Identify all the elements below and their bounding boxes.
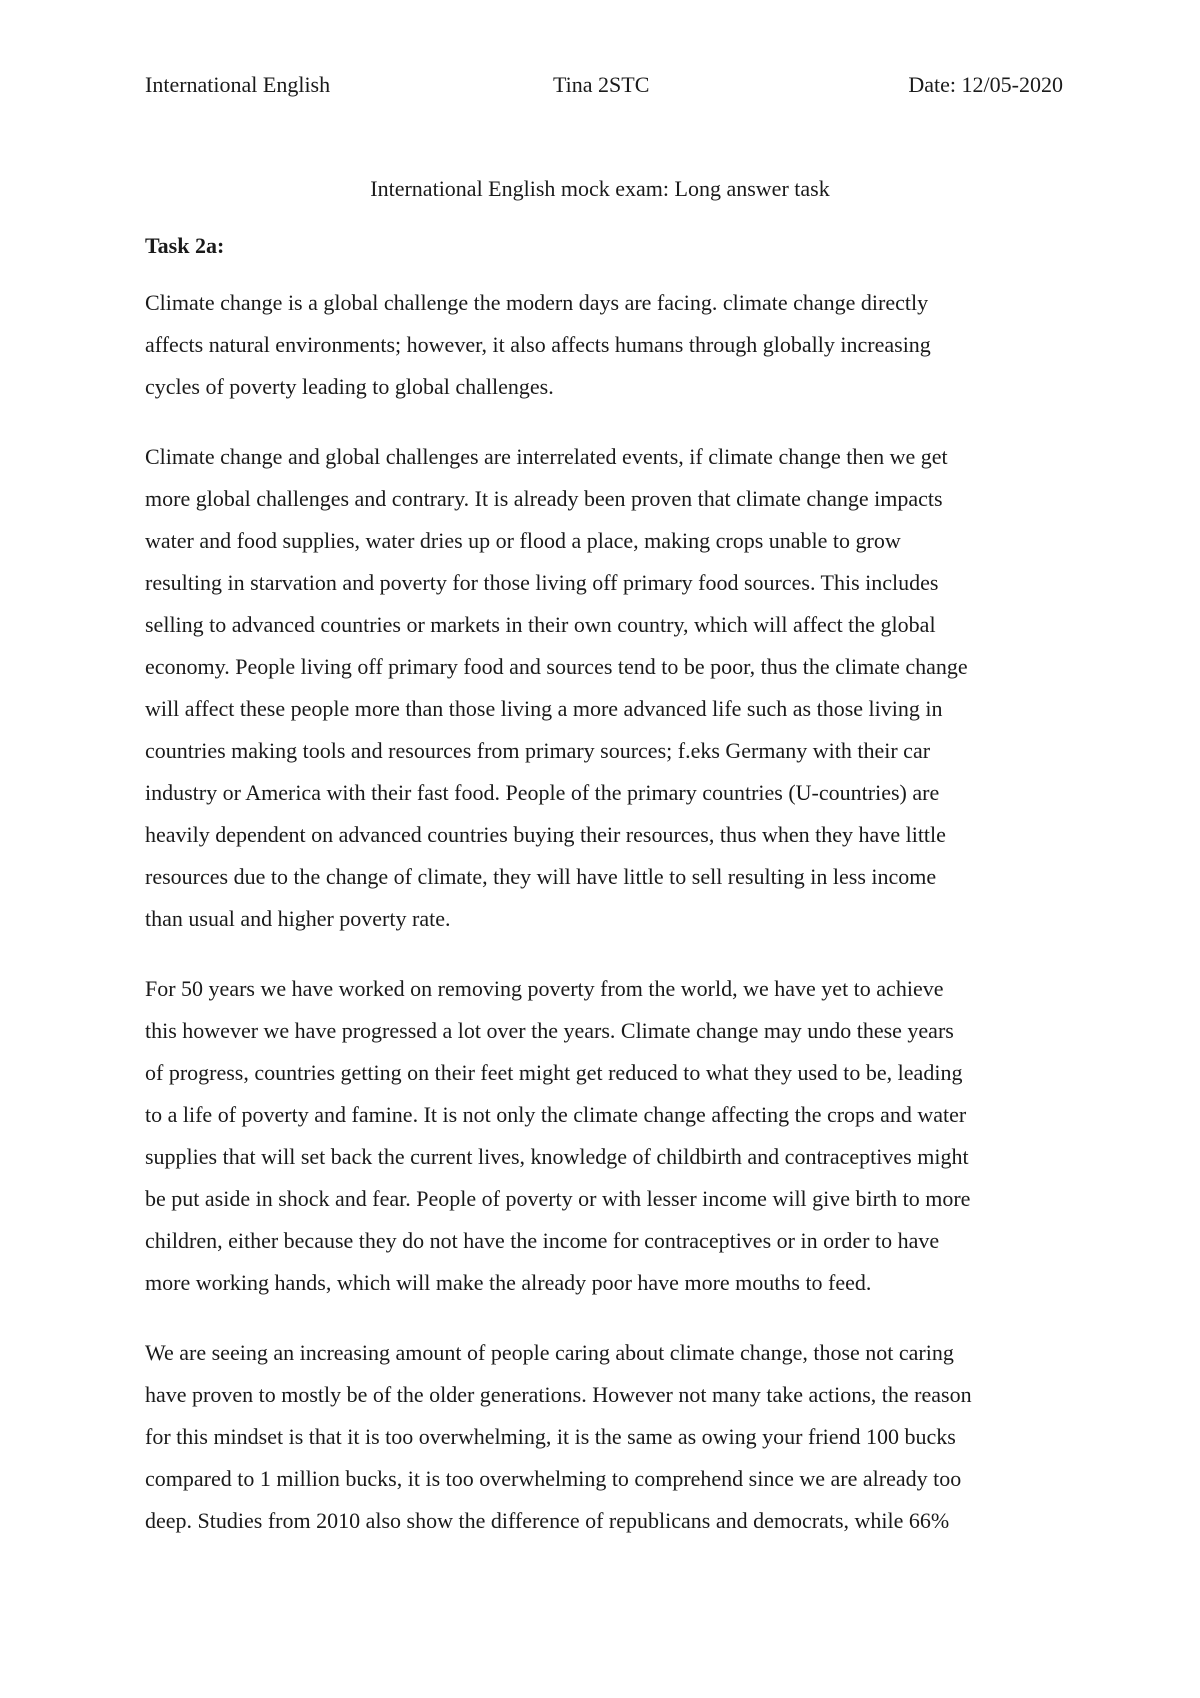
text-line: supplies that will set back the current lives, knowledge of childbirth and contraceptives might [145, 1144, 969, 1169]
text-line: to a life of poverty and famine. It is not only the climate change affecting the crops and water [145, 1102, 967, 1127]
text-line: will affect these people more than those living a more advanced life such as those living in [145, 696, 943, 721]
text-line: resources due to the change of climate, they will have little to sell resulting in less income [145, 864, 937, 889]
text-line: more global challenges and contrary. It is already been proven that climate change impacts [145, 486, 943, 511]
text-line: deep. Studies from 2010 also show the difference of republicans and democrats, while 66% [145, 1508, 950, 1533]
text-line: than usual and higher poverty rate. [145, 906, 451, 931]
text-line: affects natural environments; however, it also affects humans through globally increasing [145, 332, 931, 357]
paragraph [145, 968, 1069, 1304]
text-line: this however we have progressed a lot over the years. Climate change may undo these years [145, 1018, 954, 1043]
text-line: Climate change and global challenges are interrelated events, if climate change then we get [145, 444, 948, 469]
text-line: be put aside in shock and fear. People of poverty or with lesser income will give birth to more [145, 1186, 971, 1211]
document-body [145, 282, 1069, 1570]
text-line: cycles of poverty leading to global challenges. [145, 374, 554, 399]
header-course: International English [145, 72, 331, 97]
page-header [145, 72, 1063, 102]
paragraph [145, 436, 1069, 940]
text-line: have proven to mostly be of the older generations. However not many take actions, the reason [145, 1382, 972, 1407]
paragraph [145, 1332, 1069, 1542]
text-line: Climate change is a global challenge the modern days are facing. climate change directly [145, 290, 929, 315]
text-line: for this mindset is that it is too overwhelming, it is the same as owing your friend 100 bucks [145, 1424, 956, 1449]
header-student: Tina 2STC [553, 72, 650, 97]
text-line: compared to 1 million bucks, it is too overwhelming to comprehend since we are already too [145, 1466, 962, 1491]
paragraph [145, 282, 1069, 408]
text-line: For 50 years we have worked on removing poverty from the world, we have yet to achieve [145, 976, 944, 1001]
text-line: We are seeing an increasing amount of people caring about climate change, those not caring [145, 1340, 954, 1365]
text-line: countries making tools and resources from primary sources; f.eks Germany with their car [145, 738, 931, 763]
document-title: International English mock exam: Long answer task [370, 176, 830, 201]
text-line: of progress, countries getting on their feet might get reduced to what they used to be, leading [145, 1060, 963, 1085]
text-line: selling to advanced countries or markets in their own country, which will affect the global [145, 612, 936, 637]
header-date: Date: 12/05-2020 [908, 72, 1063, 97]
text-line: children, either because they do not have the income for contraceptives or in order to have [145, 1228, 940, 1253]
text-line: more working hands, which will make the already poor have more mouths to feed. [145, 1270, 872, 1295]
task-heading: Task 2a: [145, 233, 225, 258]
text-line: resulting in starvation and poverty for those living off primary food sources. This includes [145, 570, 939, 595]
text-line: economy. People living off primary food and sources tend to be poor, thus the climate change [145, 654, 968, 679]
text-line: industry or America with their fast food. People of the primary countries (U-countries) are [145, 780, 940, 805]
text-line: water and food supplies, water dries up or flood a place, making crops unable to grow [145, 528, 901, 553]
text-line: heavily dependent on advanced countries buying their resources, thus when they have little [145, 822, 946, 847]
